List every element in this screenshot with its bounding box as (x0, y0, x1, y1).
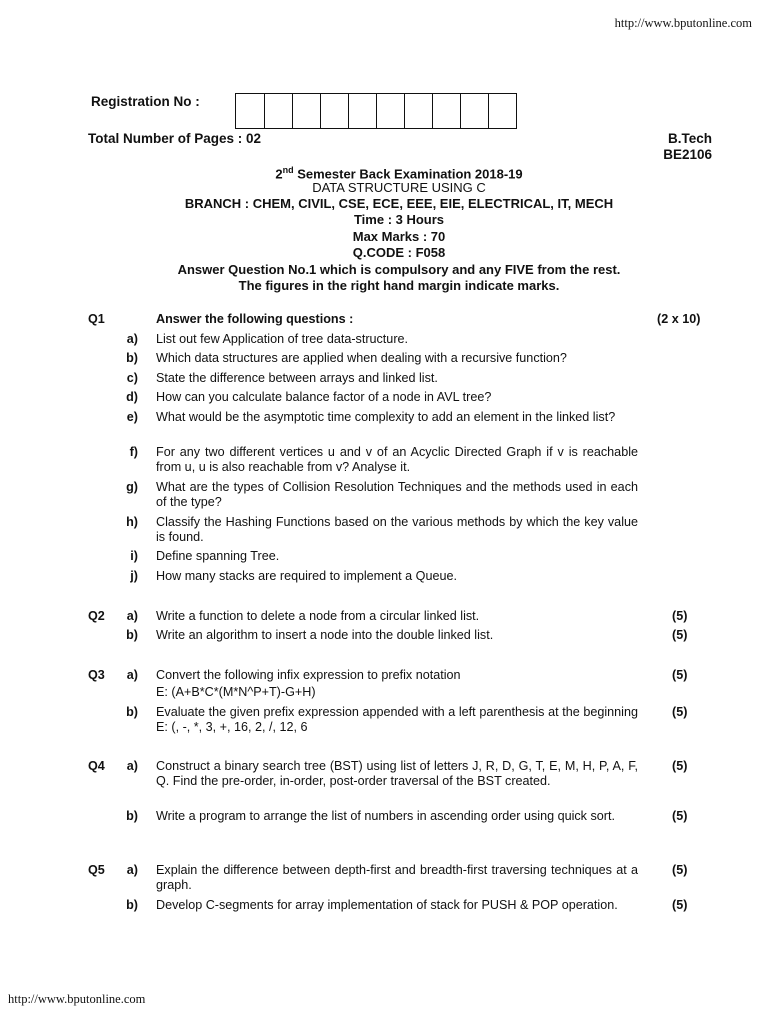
registration-digit-box (376, 94, 404, 128)
registration-digit-box (236, 94, 264, 128)
part-text: Classify the Hashing Functions based on the various methods by which the key value is found. (156, 515, 638, 544)
registration-digit-box (488, 94, 516, 128)
part-marks: (5) (672, 705, 688, 719)
question-number: Q3 (88, 668, 105, 682)
total-pages: Total Number of Pages : 02 (88, 131, 262, 146)
part-marks: (5) (672, 863, 688, 877)
part-marks: (5) (672, 759, 688, 773)
part-text: How many stacks are required to implement a Queue. (156, 569, 457, 583)
part-text: Explain the difference between depth-first and breadth-first traversing techniques at a graph. (156, 863, 638, 892)
exam-subject: DATA STRUCTURE USING C (312, 180, 486, 195)
question-number: Q1 (88, 312, 105, 326)
question-marks: (2 x 10) (657, 312, 701, 326)
part-marks: (5) (672, 668, 688, 682)
part-text: Write a function to delete a node from a circular linked list. (156, 609, 480, 623)
part-text: Define spanning Tree. (156, 549, 280, 563)
part-label: b) (126, 809, 138, 823)
part-text: How can you calculate balance factor of a node in AVL tree? (156, 390, 492, 404)
part-label: i) (130, 549, 138, 563)
part-label: b) (126, 351, 138, 365)
question-number: Q5 (88, 863, 105, 877)
part-text: Write a program to arrange the list of numbers in ascending order using quick sort. (156, 809, 615, 823)
part-label: a) (126, 668, 138, 682)
registration-digit-box (460, 94, 488, 128)
part-marks: (5) (672, 628, 688, 642)
exam-branch: BRANCH : CHEM, CIVIL, CSE, ECE, EEE, EIE, ELECTRICAL, IT, MECH (184, 196, 614, 211)
part-text: Convert the following infix expression to prefix notation (156, 668, 461, 682)
course-code: BE2106 (663, 147, 712, 162)
part-text: Construct a binary search tree (BST) using list of letters J, R, D, G, T, E, M, H, P, A, F, Q. Find the pre-order, in-order, post-order traversal of the BST created. (156, 759, 638, 788)
header-url: http://www.bputonline.com (614, 16, 752, 30)
registration-number-boxes (235, 93, 517, 129)
exam-time: Time : 3 Hours (353, 212, 445, 227)
part-label: f) (129, 445, 138, 459)
part-marks: (5) (672, 609, 688, 623)
part-marks: (5) (672, 809, 688, 823)
part-label: j) (130, 569, 138, 583)
exam-max-marks: Max Marks : 70 (352, 229, 446, 244)
registration-digit-box (320, 94, 348, 128)
question-number: Q4 (88, 759, 105, 773)
part-text: For any two different vertices u and v of an Acyclic Directed Graph if v is reachable from u, u is also reachable from v? Analyse it. (156, 445, 638, 474)
exam-instruction-1: Answer Question No.1 which is compulsory and any FIVE from the rest. (177, 262, 621, 277)
registration-digit-box (348, 94, 376, 128)
question-number: Q2 (88, 609, 105, 623)
part-text: E: (A+B*C*(M*N^P+T)-G+H) (156, 685, 316, 699)
part-text: Write an algorithm to insert a node into the double linked list. (156, 628, 494, 642)
part-label: d) (126, 390, 138, 404)
part-text: List out few Application of tree data-structure. (156, 332, 409, 346)
part-text: State the difference between arrays and linked list. (156, 371, 438, 385)
part-marks: (5) (672, 898, 688, 912)
registration-digit-box (432, 94, 460, 128)
part-label: b) (126, 628, 138, 642)
registration-digit-box (264, 94, 292, 128)
question-title: Answer the following questions : (156, 312, 354, 326)
part-text: Which data structures are applied when dealing with a recursive function? (156, 351, 567, 365)
part-text: Develop C-segments for array implementation of stack for PUSH & POP operation. (156, 898, 618, 912)
degree: B.Tech (667, 131, 712, 146)
part-text: What are the types of Collision Resolution Techniques and the methods used in each of the type? (156, 480, 638, 509)
part-label: a) (126, 863, 138, 877)
part-label: b) (126, 898, 138, 912)
part-label: a) (126, 759, 138, 773)
part-text: What would be the asymptotic time complexity to add an element in the linked list? (156, 410, 616, 424)
part-label: e) (126, 410, 138, 424)
footer-url: http://www.bputonline.com (8, 992, 146, 1006)
part-label: c) (126, 371, 138, 385)
registration-digit-box (404, 94, 432, 128)
part-label: b) (126, 705, 138, 719)
part-text: Evaluate the given prefix expression appended with a left parenthesis at the beginning E: (, -, *, 3, +, 16, 2, /, 12, 6 (156, 705, 638, 734)
exam-qcode: Q.CODE : F058 (352, 245, 446, 260)
exam-semester: 2nd Semester Back Examination 2018-19 (275, 165, 523, 182)
part-label: a) (126, 609, 138, 623)
part-label: h) (126, 515, 138, 529)
exam-instruction-2: The figures in the right hand margin indicate marks. (238, 278, 560, 293)
registration-digit-box (292, 94, 320, 128)
registration-label: Registration No : (91, 94, 200, 109)
part-label: a) (126, 332, 138, 346)
part-label: g) (126, 480, 138, 494)
